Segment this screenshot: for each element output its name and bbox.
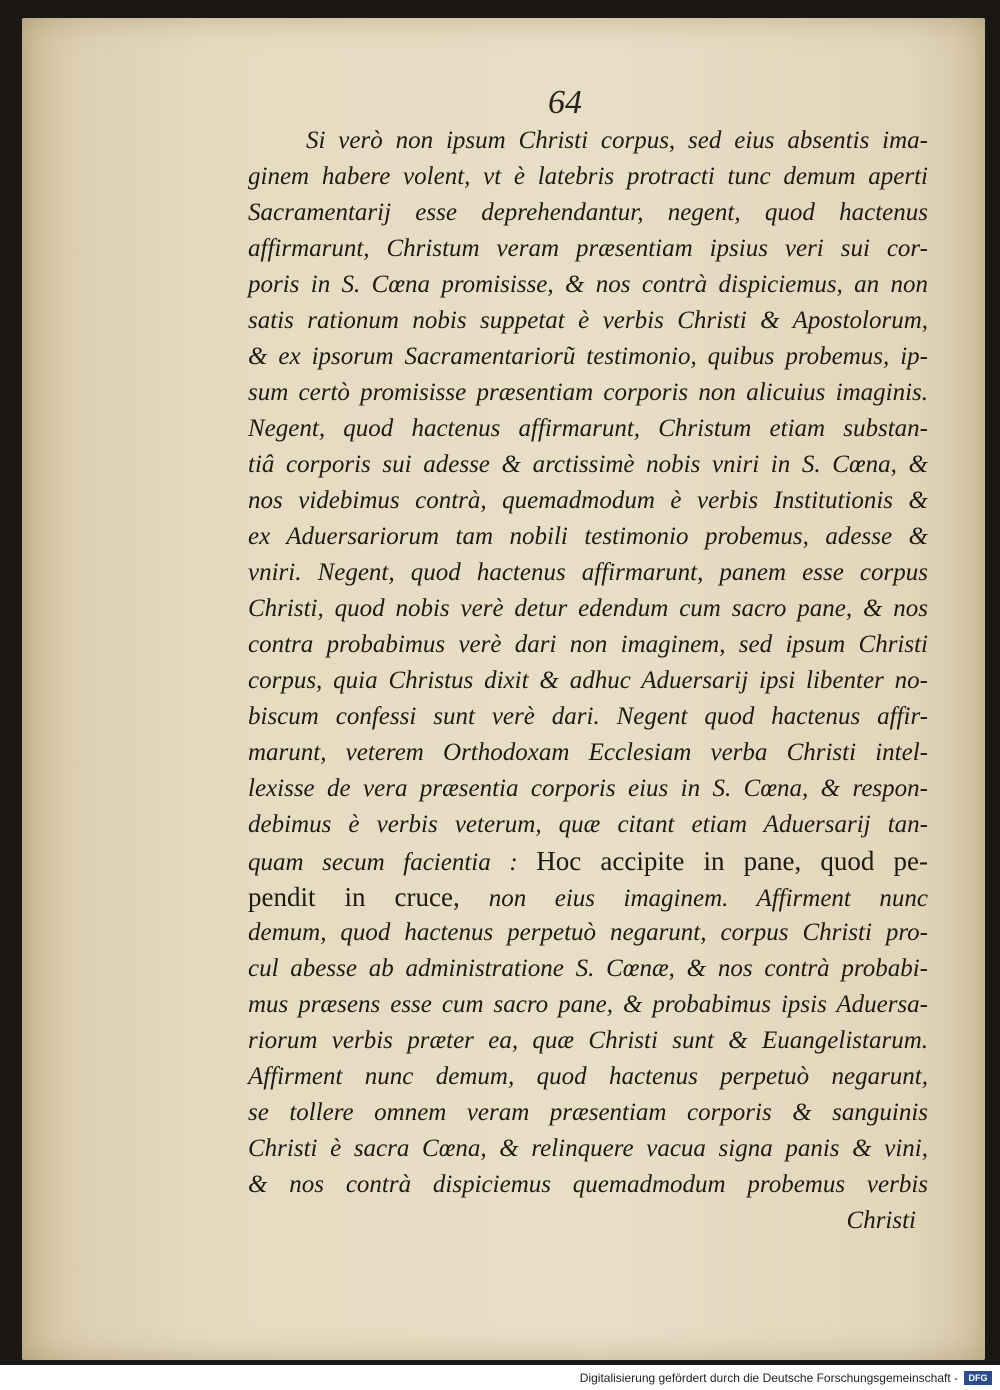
- text-line: Christi, quod nobis verè detur edendum cum sacro pane, & nos: [248, 595, 928, 622]
- text-line: biscum confessi sunt verè dari. Negent quod hactenus affir-: [248, 703, 928, 730]
- dfg-logo: DFG: [964, 1371, 992, 1385]
- text-line: vniri. Negent, quod hactenus affirmarunt, panem esse corpus: [248, 559, 928, 586]
- text-line: riorum verbis præter ea, quæ Christi sunt & Euangelistarum.: [248, 1027, 928, 1054]
- text-line: satis rationum nobis suppetat è verbis Christi & Apostolorum,: [248, 307, 928, 334]
- digitization-footer: [0, 1366, 1000, 1390]
- text-line: Christi è sacra Cœna, & relinquere vacua signa panis & vini,: [248, 1135, 928, 1162]
- text-line: poris in S. Cœna promisisse, & nos contrà dispiciemus, an non: [248, 271, 928, 298]
- text-line-mixed: [248, 843, 928, 879]
- text-line: ex Aduersariorum tam nobili testimonio probemus, adesse &: [248, 523, 928, 550]
- text-line: & ex ipsorum Sacramentariorũ testimonio, quibus probemus, ip-: [248, 343, 928, 370]
- roman-quote-segment: pendit in cruce,: [248, 882, 489, 912]
- text-line-mixed: [248, 879, 928, 915]
- text-line: marunt, veterem Orthodoxam Ecclesiam verba Christi intel-: [248, 739, 928, 766]
- text-line: sum certò promisisse præsentiam corporis non alicuius imaginis.: [248, 379, 928, 406]
- page-number: 64: [548, 84, 582, 121]
- text-line: mus præsens esse cum sacro pane, & probabimus ipsis Aduersa-: [248, 991, 928, 1018]
- italic-segment: non eius imaginem. Affirment nunc: [488, 885, 928, 912]
- text-line: nos videbimus contrà, quemadmodum è verbis Institutionis &: [248, 487, 928, 514]
- italic-segment: quam secum facientia :: [248, 849, 537, 876]
- text-line: cul abesse ab administratione S. Cœnæ, & nos contrà probabi-: [248, 955, 928, 982]
- text-line: Negent, quod hactenus affirmarunt, Christum etiam substan-: [248, 415, 928, 442]
- text-line: affirmarunt, Christum veram præsentiam ipsius veri sui cor-: [248, 235, 928, 262]
- text-line: demum, quod hactenus perpetuò negarunt, corpus Christi pro-: [248, 919, 928, 946]
- roman-quote-segment: Hoc accipite in pane, quod pe-: [536, 846, 928, 876]
- text-line: se tollere omnem veram præsentiam corporis & sanguinis: [248, 1099, 928, 1126]
- footer-credit: Digitalisierung gefördert durch die Deutsche Forschungsgemeinschaft -: [579, 1371, 958, 1385]
- text-line: Affirment nunc demum, quod hactenus perpetuò negarunt,: [248, 1063, 928, 1090]
- text-line: Si verò non ipsum Christi corpus, sed eius absentis ima-: [306, 127, 928, 154]
- catchword: Christi: [846, 1207, 916, 1234]
- text-line: lexisse de vera præsentia corporis eius in S. Cœna, & respon-: [248, 775, 928, 802]
- text-line: & nos contrà dispiciemus quemadmodum probemus verbis: [248, 1171, 928, 1198]
- text-line: ginem habere volent, vt è latebris protracti tunc demum aperti: [248, 163, 928, 190]
- text-line: debimus è verbis veterum, quæ citant etiam Aduersarij tan-: [248, 811, 928, 838]
- text-line: Sacramentarij esse deprehendantur, negent, quod hactenus: [248, 199, 928, 226]
- text-line: corpus, quia Christus dixit & adhuc Aduersarij ipsi libenter no-: [248, 667, 928, 694]
- text-line: contra probabimus verè dari non imaginem, sed ipsum Christi: [248, 631, 928, 658]
- text-line: tiâ corporis sui adesse & arctissimè nobis vniri in S. Cœna, &: [248, 451, 928, 478]
- body-text: [248, 123, 928, 1239]
